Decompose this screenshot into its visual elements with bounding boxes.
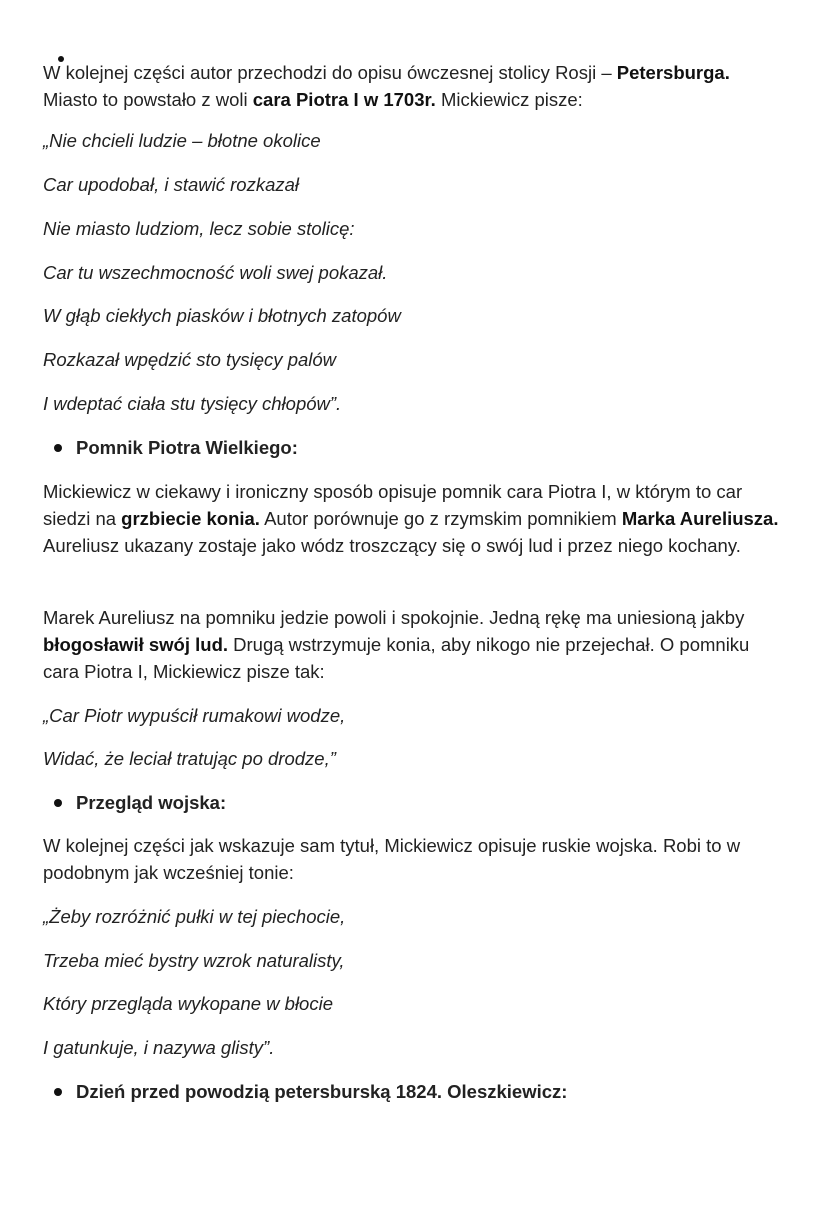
bullet-icon (54, 444, 62, 452)
quote3-line-1: „Żeby rozróżnić pułki w tej piechocie, (43, 906, 346, 927)
quote3-line-4: I gatunkuje, i nazywa glisty”. (43, 1037, 275, 1058)
intro-bold-petersburg: Petersburga. (616, 62, 730, 83)
monument-text-3: Aureliusz ukazany zostaje jako wódz troszczący się o swój lud i przez niego kochany. (43, 535, 741, 556)
quote3-line-3: Który przegląda wykopane w błocie (43, 993, 333, 1014)
aurelius-bold-blessing: błogosławił swój lud. (43, 634, 229, 655)
intro-text-2: Miasto to powstało z woli (43, 89, 253, 110)
monument-paragraph (43, 478, 788, 559)
quote1-line-2: Car upodobał, i stawić rozkazał (43, 174, 300, 195)
quote3-line-2: Trzeba mieć bystry wzrok naturalisty, (43, 950, 345, 971)
aurelius-text-1: Marek Aureliusz na pomniku jedzie powoli i spokojnie. Jedną rękę ma uniesioną jakby (43, 607, 745, 628)
bullet-heading-text: Przegląd wojska: (76, 792, 227, 813)
intro-bold-tsar: cara Piotra I w 1703r. (252, 89, 436, 110)
bullet-icon (54, 1088, 62, 1096)
bullet-heading-text: Dzień przed powodzią petersburską 1824. Oleszkiewicz: (76, 1081, 568, 1102)
monument-bold-aurelius: Marka Aureliusza. (621, 508, 779, 529)
aurelius-text-2: Drugą wstrzymuje konia, aby nikogo nie przejechał. O pomniku cara Piotra I, Mickiewicz pisze tak: (43, 634, 750, 682)
bullet-heading-flood (54, 1078, 567, 1105)
intro-paragraph (43, 59, 788, 113)
monument-text-1: Mickiewicz w ciekawy i ironiczny sposób opisuje pomnik cara Piotra I, w którym to car siedzi na (43, 481, 743, 529)
quote1-line-3: Nie miasto ludziom, lecz sobie stolicę: (43, 218, 355, 239)
aurelius-paragraph (43, 604, 788, 685)
quote1-line-7: I wdeptać ciała stu tysięcy chłopów”. (43, 393, 342, 414)
bullet-heading-army (54, 789, 226, 816)
quote1-line-6: Rozkazał wpędzić sto tysięcy palów (43, 349, 337, 370)
intro-text-1: W kolejnej części autor przechodzi do opisu ówczesnej stolicy Rosji – (43, 62, 617, 83)
quote1-line-4: Car tu wszechmocność woli swej pokazał. (43, 262, 388, 283)
quote2-line-2: Widać, że leciał tratując po drodze,” (43, 748, 336, 769)
army-paragraph: W kolejnej części jak wskazuje sam tytuł, Mickiewicz opisuje ruskie wojska. Robi to w podobnym jak wcześniej tonie: (43, 835, 741, 883)
bullet-icon (54, 799, 62, 807)
monument-text-2: Autor porównuje go z rzymskim pomnikiem (259, 508, 622, 529)
bullet-heading-monument (54, 434, 298, 461)
quote1-line-1: „Nie chcieli ludzie – błotne okolice (43, 130, 321, 151)
bullet-heading-text: Pomnik Piotra Wielkiego: (76, 437, 298, 458)
quote2-line-1: „Car Piotr wypuścił rumakowi wodze, (43, 705, 346, 726)
quote1-line-5: W głąb ciekłych piasków i błotnych zatopów (43, 305, 401, 326)
intro-text-3: Mickiewicz pisze: (435, 89, 583, 110)
monument-bold-horse: grzbiecie konia. (121, 508, 260, 529)
